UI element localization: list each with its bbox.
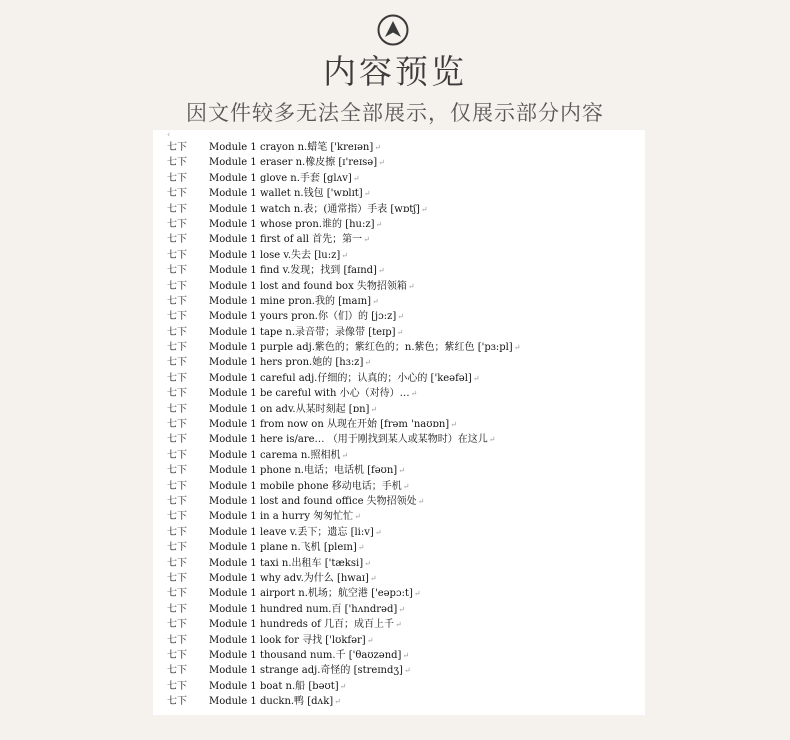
entry-text: Module 1 carema n.照相机↵	[209, 449, 349, 461]
paragraph-mark-icon: ↵	[374, 527, 382, 537]
grade-label: 七下	[167, 465, 187, 477]
entry-text: Module 1 hers pron.她的 [hɜ:z]↵	[209, 357, 372, 369]
paragraph-mark-icon: ↵	[450, 420, 457, 430]
paragraph-mark-icon: ↵	[413, 589, 421, 599]
list-item	[153, 617, 645, 632]
entry-text: Module 1 lost and found office 失物招领处↵	[209, 495, 425, 507]
entry-text: Module 1 from now on 从现在开始 [frəm 'naʊɒn]↵	[209, 419, 457, 431]
grade-label: 七下	[167, 526, 187, 538]
list-item	[153, 463, 645, 478]
entry-text: Module 1 yours pron.你（们）的 [jɔ:z]↵	[209, 311, 404, 323]
grade-label: 七下	[167, 203, 187, 215]
grade-label: 七下	[167, 357, 187, 369]
paragraph-mark-icon: ‹	[167, 130, 171, 139]
list-item	[153, 448, 645, 463]
grade-label: 七下	[167, 680, 187, 692]
entry-text: Module 1 leave v.丢下；遗忘 [li:v]↵	[209, 526, 382, 538]
grade-label: 七下	[167, 403, 187, 415]
paragraph-mark-icon: ↵	[372, 296, 379, 306]
entry-text: Module 1 phone n.电话；电话机 [fəʊn]↵	[209, 465, 405, 477]
paragraph-mark-icon: ↵	[369, 573, 377, 583]
grade-label: 七下	[167, 449, 187, 461]
list-item	[153, 540, 645, 555]
paragraph-mark-icon: ↵	[396, 327, 404, 337]
entry-text: Module 1 find v.发现；找到 [faɪnd]↵	[209, 265, 385, 277]
paragraph-mark-icon: ↵	[472, 373, 480, 383]
entry-text: Module 1 eraser n.橡皮擦 [ɪ'reɪsə]↵	[209, 157, 385, 169]
grade-label: 七下	[167, 172, 187, 184]
entry-text: Module 1 lost and found box 失物招领箱↵	[209, 280, 415, 292]
entry-text: Module 1 mine pron.我的 [maɪn]↵	[209, 295, 379, 307]
grade-label: 七下	[167, 295, 187, 307]
grade-label: 七下	[167, 157, 187, 169]
list-item	[153, 432, 645, 447]
grade-label: 七下	[167, 696, 187, 708]
grade-label: 七下	[167, 603, 187, 615]
paragraph-mark-icon: ↵	[397, 312, 404, 322]
entry-text: Module 1 look for 寻找 ['lʊkfər]↵	[209, 634, 374, 646]
grade-label: 七下	[167, 311, 187, 323]
grade-label: 七下	[167, 142, 187, 153]
entry-text: Module 1 tape n.录音带；录像带 [teɪp]↵	[209, 326, 404, 338]
grade-label: 七下	[167, 542, 187, 554]
paragraph-mark-icon: ↵	[352, 173, 360, 183]
entry-text: Module 1 first of all 首先；第一↵	[209, 234, 370, 246]
up-arrow-logo-icon	[377, 14, 409, 46]
entry-text: Module 1 careful adj.仔细的；认真的；小心的 ['keəfəl]↵	[209, 372, 480, 384]
list-item	[153, 171, 645, 186]
paragraph-mark-icon: ↵	[363, 235, 370, 245]
entry-text: Module 1 thousand num.千 ['θaʊzənd]↵	[209, 649, 410, 661]
list-item	[153, 494, 645, 509]
entry-text: Module 1 hundreds of 几百；成百上千↵	[209, 619, 402, 631]
grade-label: 七下	[167, 234, 187, 246]
entry-text: Module 1 mobile phone 移动电话；手机↵	[209, 480, 410, 492]
paragraph-mark-icon: ↵	[420, 204, 428, 214]
list-item	[153, 586, 645, 601]
grade-label: 七下	[167, 649, 187, 661]
entry-text: Module 1 plane n.飞机 [pleɪn]↵	[209, 542, 365, 554]
list-item	[153, 633, 645, 648]
entry-text: Module 1 taxi n.出租车 ['tæksi]↵	[209, 557, 371, 569]
paragraph-mark-icon: ↵	[488, 435, 496, 445]
entry-text: Module 1 strange adj.奇怪的 [streɪndʒ]↵	[209, 665, 411, 677]
entry-text: Module 1 airport n.机场；航空港 ['eəpɔ:t]↵	[209, 588, 421, 600]
entry-text: Module 1 be careful with 小心（对待）…↵	[209, 388, 418, 400]
grade-label: 七下	[167, 588, 187, 600]
list-item	[153, 417, 645, 432]
paragraph-mark-icon: ↵	[513, 343, 521, 353]
paragraph-mark-icon: ↵	[394, 620, 402, 630]
paragraph-mark-icon: ↵	[374, 143, 381, 152]
list-item	[153, 232, 645, 247]
list-item	[153, 248, 645, 263]
paragraph-mark-icon: ↵	[398, 466, 405, 476]
list-item	[153, 294, 645, 309]
list-item	[153, 340, 645, 355]
list-item	[153, 509, 645, 524]
grade-label: 七下	[167, 557, 187, 569]
grade-label: 七下	[167, 218, 187, 230]
list-item	[153, 355, 645, 370]
list-item	[153, 279, 645, 294]
paragraph-mark-icon: ↵	[407, 281, 415, 291]
list-item	[153, 371, 645, 386]
list-item	[153, 202, 645, 217]
page-subtitle: 因文件较多无法全部展示，仅展示部分内容	[186, 101, 604, 125]
list-item	[153, 479, 645, 494]
paragraph-mark-icon: ↵	[341, 250, 348, 260]
list-item	[153, 140, 645, 155]
grade-label: 七下	[167, 511, 187, 523]
paragraph-mark-icon: ↵	[377, 266, 385, 276]
list-item	[153, 556, 645, 571]
list-item	[153, 217, 645, 232]
entry-text: Module 1 in a hurry 匆匆忙忙↵	[209, 511, 361, 523]
list-item	[153, 663, 645, 678]
paragraph-mark-icon: ↵	[364, 358, 372, 368]
entry-text: Module 1 wallet n.钱包 ['wɒlɪt]↵	[209, 188, 371, 200]
entry-text: Module 1 here is/are… （用于刚找到某人或某物时）在这儿↵	[209, 434, 496, 446]
list-item	[153, 694, 645, 709]
list-item	[153, 571, 645, 586]
list-item	[153, 309, 645, 324]
paragraph-mark-icon: ↵	[402, 650, 410, 660]
entry-text: Module 1 lose v.失去 [lu:z]↵	[209, 249, 348, 261]
list-item	[153, 648, 645, 663]
entry-text: Module 1 on adv.从某时刻起 [ɒn]↵	[209, 403, 378, 415]
grade-label: 七下	[167, 572, 187, 584]
paragraph-mark-icon: ↵	[417, 496, 425, 506]
grade-label: 七下	[167, 342, 187, 354]
list-item	[153, 602, 645, 617]
list-item	[153, 679, 645, 694]
paragraph-mark-icon: ↵	[403, 666, 411, 676]
grade-label: 七下	[167, 326, 187, 338]
entry-text: Module 1 duckn.鸭 [dʌk]↵	[209, 696, 341, 708]
grade-label: 七下	[167, 480, 187, 492]
entry-text: Module 1 crayon n.蜡笔 ['kreɪən]↵	[209, 142, 381, 153]
list-item	[153, 386, 645, 401]
entry-text: Module 1 whose pron.谁的 [hu:z]↵	[209, 218, 383, 230]
list-item	[153, 525, 645, 540]
grade-label: 七下	[167, 265, 187, 277]
paragraph-mark-icon: ↵	[398, 604, 405, 614]
entry-text: Module 1 boat n.船 [bəʊt]↵	[209, 680, 347, 692]
grade-label: 七下	[167, 188, 187, 200]
grade-label: 七下	[167, 388, 187, 400]
paragraph-mark-icon: ↵	[354, 512, 361, 522]
document-preview	[153, 130, 645, 715]
grade-label: 七下	[167, 665, 187, 677]
paragraph-mark-icon: ↵	[334, 697, 341, 707]
grade-label: 七下	[167, 419, 187, 431]
paragraph-mark-icon: ↵	[339, 681, 347, 691]
list-item	[153, 325, 645, 340]
entry-text: Module 1 purple adj.紫色的；紫红色的；n.紫色；紫红色 ['pɜ:pl]↵	[209, 342, 521, 354]
paragraph-mark-icon: ↵	[363, 189, 371, 199]
entry-text: Module 1 glove n.手套 [glʌv]↵	[209, 172, 360, 184]
paragraph-mark-icon: ↵	[370, 404, 378, 414]
paragraph-mark-icon: ↵	[375, 219, 383, 229]
entry-text: Module 1 why adv.为什么 [hwaɪ]↵	[209, 572, 377, 584]
list-item	[153, 402, 645, 417]
entry-text: Module 1 watch n.表；(通常指）手表 [wɒtʃ]↵	[209, 203, 428, 215]
grade-label: 七下	[167, 372, 187, 384]
grade-label: 七下	[167, 619, 187, 631]
grade-label: 七下	[167, 280, 187, 292]
paragraph-mark-icon: ↵	[357, 543, 365, 553]
entry-text: Module 1 hundred num.百 ['hʌndrəd]↵	[209, 603, 405, 615]
paragraph-mark-icon: ↵	[341, 450, 349, 460]
paragraph-mark-icon: ↵	[366, 635, 374, 645]
paragraph-mark-icon: ↵	[410, 389, 418, 399]
grade-label: 七下	[167, 495, 187, 507]
paragraph-mark-icon: ↵	[402, 481, 410, 491]
list-item	[153, 155, 645, 170]
grade-label: 七下	[167, 634, 187, 646]
list-item	[153, 186, 645, 201]
grade-label: 七下	[167, 434, 187, 446]
vocabulary-list	[153, 140, 645, 709]
page-title: 内容预览	[323, 52, 467, 91]
paragraph-mark-icon: ↵	[364, 558, 371, 568]
paragraph-mark-icon: ↵	[378, 158, 385, 168]
list-item	[153, 263, 645, 278]
grade-label: 七下	[167, 249, 187, 261]
